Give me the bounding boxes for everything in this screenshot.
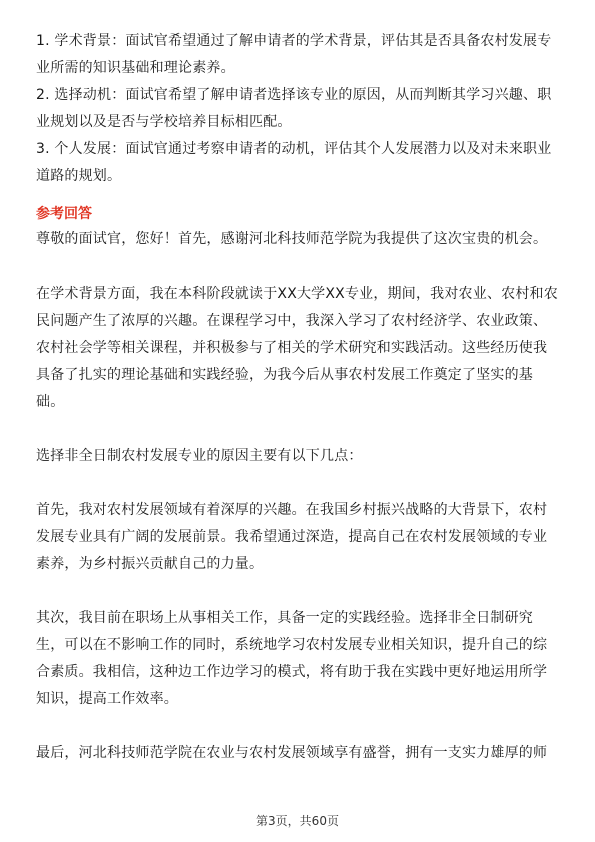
answer-second-reason: 其次，我目前在职场上从事相关工作，具备一定的实践经验。选择非全日制研究生，可以在不影响工作的同时，系统地学习农村发展专业相关知识，提升自己的综合素质。我相信，这种边工作边学习的模式，将有助于我在实践中更好地运用所学知识，提高工作效率。 <box>36 610 548 707</box>
page-number-footer: 第3页，共60页 <box>256 814 339 828</box>
answer-heading: 参考回答 <box>36 206 92 222</box>
answer-greeting: 尊敬的面试官，您好！首先，感谢河北科技师范学院为我提供了这次宝贵的机会。 <box>36 231 548 247</box>
answer-reasons-intro: 选择非全日制农村发展专业的原因主要有以下几点： <box>36 448 363 464</box>
list-item-motivation: 2. 选择动机：面试官希望了解申请者选择该专业的原因，从而判断其学习兴趣、职业规划以及是否与学校培养目标相匹配。 <box>36 87 552 130</box>
interview-points-list <box>36 28 560 190</box>
list-item-academic-background: 1. 学术背景：面试官希望通过了解申请者的学术背景，评估其是否具备农村发展专业所需的知识基础和理论素养。 <box>36 33 552 76</box>
document-page <box>36 28 560 767</box>
answer-last-reason: 最后，河北科技师范学院在农业与农村发展领域享有盛誉，拥有一支实力雄厚的师 <box>36 745 548 761</box>
answer-academic-paragraph: 在学术背景方面，我在本科阶段就读于XX大学XX专业，期间，我对农业、农村和农民问题产生了浓厚的兴趣。在课程学习中，我深入学习了农村经济学、农业政策、农村社会学等相关课程，并积极参与了相关的学术研究和实践活动。这些经历使我具备了扎实的理论基础和实践经验，为我今后从事农村发展工作奠定了坚实的基础。 <box>36 286 558 410</box>
answer-first-reason: 首先，我对农村发展领域有着深厚的兴趣。在我国乡村振兴战略的大背景下，农村发展专业具有广阔的发展前景。我希望通过深造，提高自己在农村发展领域的专业素养，为乡村振兴贡献自己的力量。 <box>36 502 548 572</box>
list-item-personal-development: 3. 个人发展：面试官通过考察申请者的动机，评估其个人发展潜力以及对未来职业道路的规划。 <box>36 141 552 184</box>
